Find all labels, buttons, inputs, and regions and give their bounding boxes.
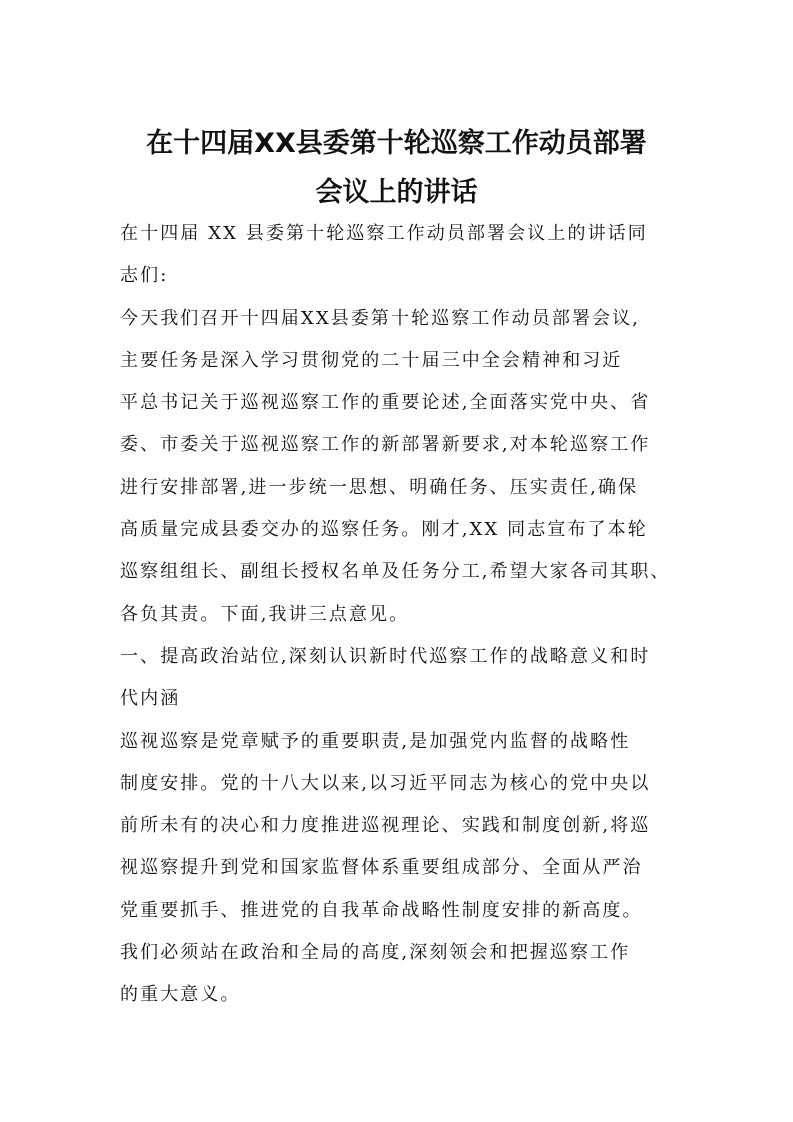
body-line: 的重大意义。	[120, 984, 241, 1006]
body-line: 巡察组组长、副组长授权名单及任务分工,希望大家各司其职、	[120, 561, 671, 583]
body-line: 巡视巡察是党章赋予的重要职责,是加强党内监督的战略性	[120, 730, 631, 752]
body-line: 今天我们召开十四届XX县委第十轮巡察工作动员部署会议,	[120, 307, 641, 329]
body-line: 在十四届 XX 县委第十轮巡察工作动员部署会议上的讲话同	[120, 223, 648, 244]
section-heading-line: 一、提高政治站位,深刻认识新时代巡察工作的战略意义和时	[120, 645, 651, 667]
body-line: 进行安排部署,进一步统一思想、明确任务、压实责任,确保	[120, 476, 639, 498]
body-line: 委、市委关于巡视巡察工作的新部署新要求,对本轮巡察工作	[120, 434, 651, 456]
body-line: 制度安排。党的十八大以来,以习近平同志为核心的党中央以	[120, 772, 651, 794]
document-body	[120, 213, 720, 1017]
body-line: 各负其责。下面,我讲三点意见。	[120, 603, 410, 625]
body-line: 平总书记关于巡视巡察工作的重要论述,全面落实党中央、省	[120, 392, 651, 414]
body-line: 前所未有的决心和力度推进巡视理论、实践和制度创新,将巡	[120, 815, 651, 837]
body-line: 视巡察提升到党和国家监督体系重要组成部分、全面从严治	[120, 857, 643, 879]
body-line: 主要任务是深入学习贯彻党的二十届三中全会精神和习近	[120, 349, 623, 371]
body-line: 志们:	[120, 265, 169, 287]
section-heading-line: 代内涵	[120, 688, 181, 710]
body-line: 我们必须站在政治和全局的高度,深刻领会和把握巡察工作	[120, 942, 631, 964]
document-title-line-1: 在十四届XX县委第十轮巡察工作动员部署	[146, 128, 647, 159]
document-title-line-2: 会议上的讲话	[315, 177, 478, 208]
body-line: 高质量完成县委交办的巡察任务。刚才,XX 同志宣布了本轮	[120, 519, 648, 541]
body-line: 党重要抓手、推进党的自我革命战略性制度安排的新高度。	[120, 899, 643, 921]
